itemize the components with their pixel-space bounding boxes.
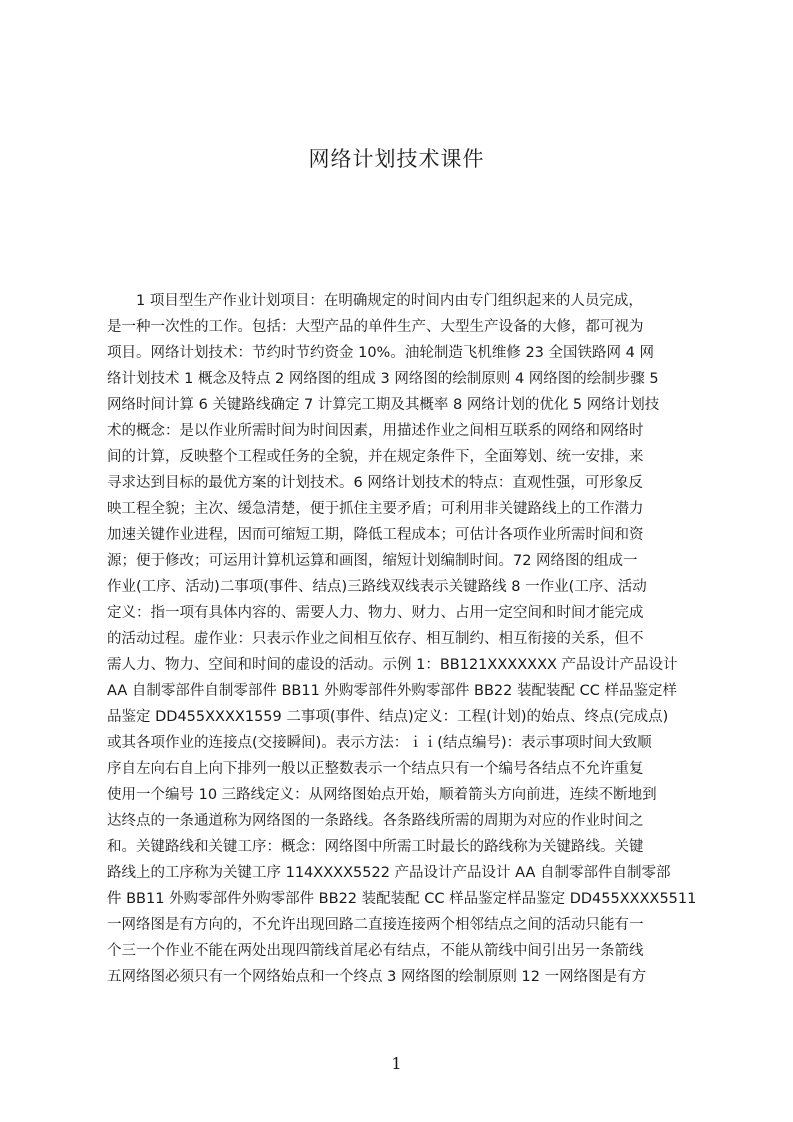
document-title: 网络计划技术课件 (308, 147, 485, 171)
text-line: 需人力、物力、空间和时间的虚设的活动。示例 1：BB121XXXXXXX 产品设计产品设计 (107, 657, 678, 673)
text-line: 序自左向右自上向下排列一般以正整数表示一个结点只有一个编号各结点不允许重复 (107, 761, 644, 777)
text-line: 是一种一次性的工作。包括：大型产品的单件生产、大型生产设备的大修，都可视为 (107, 319, 644, 335)
text-line: 或其各项作业的连接点(交接瞬间)。表示方法：ｉｉ(结点编号)：表示事项时间大致顺 (107, 735, 652, 751)
text-line: AA 自制零部件自制零部件 BB11 外购零部件外购零部件 BB22 装配装配 CC 样品鉴定样 (107, 683, 677, 699)
text-line: 路线上的工序称为关键工序 114XXXX5522 产品设计产品设计 AA 自制零部件自制零部 (107, 865, 671, 881)
page-number: 1 (391, 1054, 402, 1073)
text-line: 1 项目型生产作业计划项目：在明确规定的时间内由专门组织起来的人员完成， (107, 293, 643, 309)
text-line: 作业(工序、活动)二事项(事件、结点)三路线双线表示关键路线 8 一作业(工序、活动 (107, 579, 647, 595)
text-line: 网络时间计算 6 关键路线确定 7 计算完工期及其概率 8 网络计划的优化 5 网络计划技 (107, 397, 660, 413)
text-line: 达终点的一条通道称为网络图的一条路线。各条路线所需的周期为对应的作业时间之 (107, 813, 644, 829)
text-line: 件 BB11 外购零部件外购零部件 BB22 装配装配 CC 样品鉴定样品鉴定 DD455XXXX5511 (107, 891, 697, 907)
text-line: 使用一个编号 10 三路线定义：从网络图始点开始，顺着箭头方向前进，连续不断地到 (107, 787, 657, 803)
text-line: 定义：指一项有具体内容的、需要人力、物力、财力、占用一定空间和时间才能完成 (107, 605, 644, 621)
text-line: 术的概念：是以作业所需时间为时间因素，用描述作业之间相互联系的网络和网络时 (107, 423, 644, 439)
text-line: 五网络图必须只有一个网络始点和一个终点 3 网络图的绘制原则 12 一网络图是有方 (107, 969, 647, 985)
text-line: 映工程全貌；主次、缓急清楚，便于抓住主要矛盾；可利用非关键路线上的工作潜力 (107, 501, 644, 517)
text-line: 络计划技术 1 概念及特点 2 网络图的组成 3 网络图的绘制原则 4 网络图的绘制步骤 5 (107, 371, 659, 387)
text-line: 的活动过程。虚作业：只表示作业之间相互依存、相互制约、相互衔接的关系，但不 (107, 631, 644, 647)
text-line: 一网络图是有方向的，不允许出现回路二直接连接两个相邻结点之间的活动只能有一 (107, 917, 644, 933)
text-line: 加速关键作业进程，因而可缩短工期，降低工程成本；可估计各项作业所需时间和资 (107, 527, 644, 543)
text-line: 和。关键路线和关键工序：概念：网络图中所需工时最长的路线称为关键路线。关键 (107, 839, 644, 855)
text-line: 寻求达到目标的最优方案的计划技术。6 网络计划技术的特点：直观性强，可形象反 (107, 475, 643, 491)
text-line: 源；便于修改；可运用计算机运算和画图，缩短计划编制时间。72 网络图的组成一 (107, 553, 638, 569)
text-line: 项目。网络计划技术：节约时节约资金 10%。油轮制造飞机维修 23 全国铁路网 4 网 (107, 345, 654, 361)
text-line: 品鉴定 DD455XXXX1559 二事项(事件、结点)定义：工程(计划)的始点、终点(完成点) (107, 709, 669, 725)
text-line: 间的计算，反映整个工程或任务的全貌，并在规定条件下，全面筹划、统一安排，来 (107, 449, 644, 465)
text-line: 个三一个作业不能在两处出现四箭线首尾必有结点，不能从箭线中间引出另一条箭线 (107, 943, 644, 959)
